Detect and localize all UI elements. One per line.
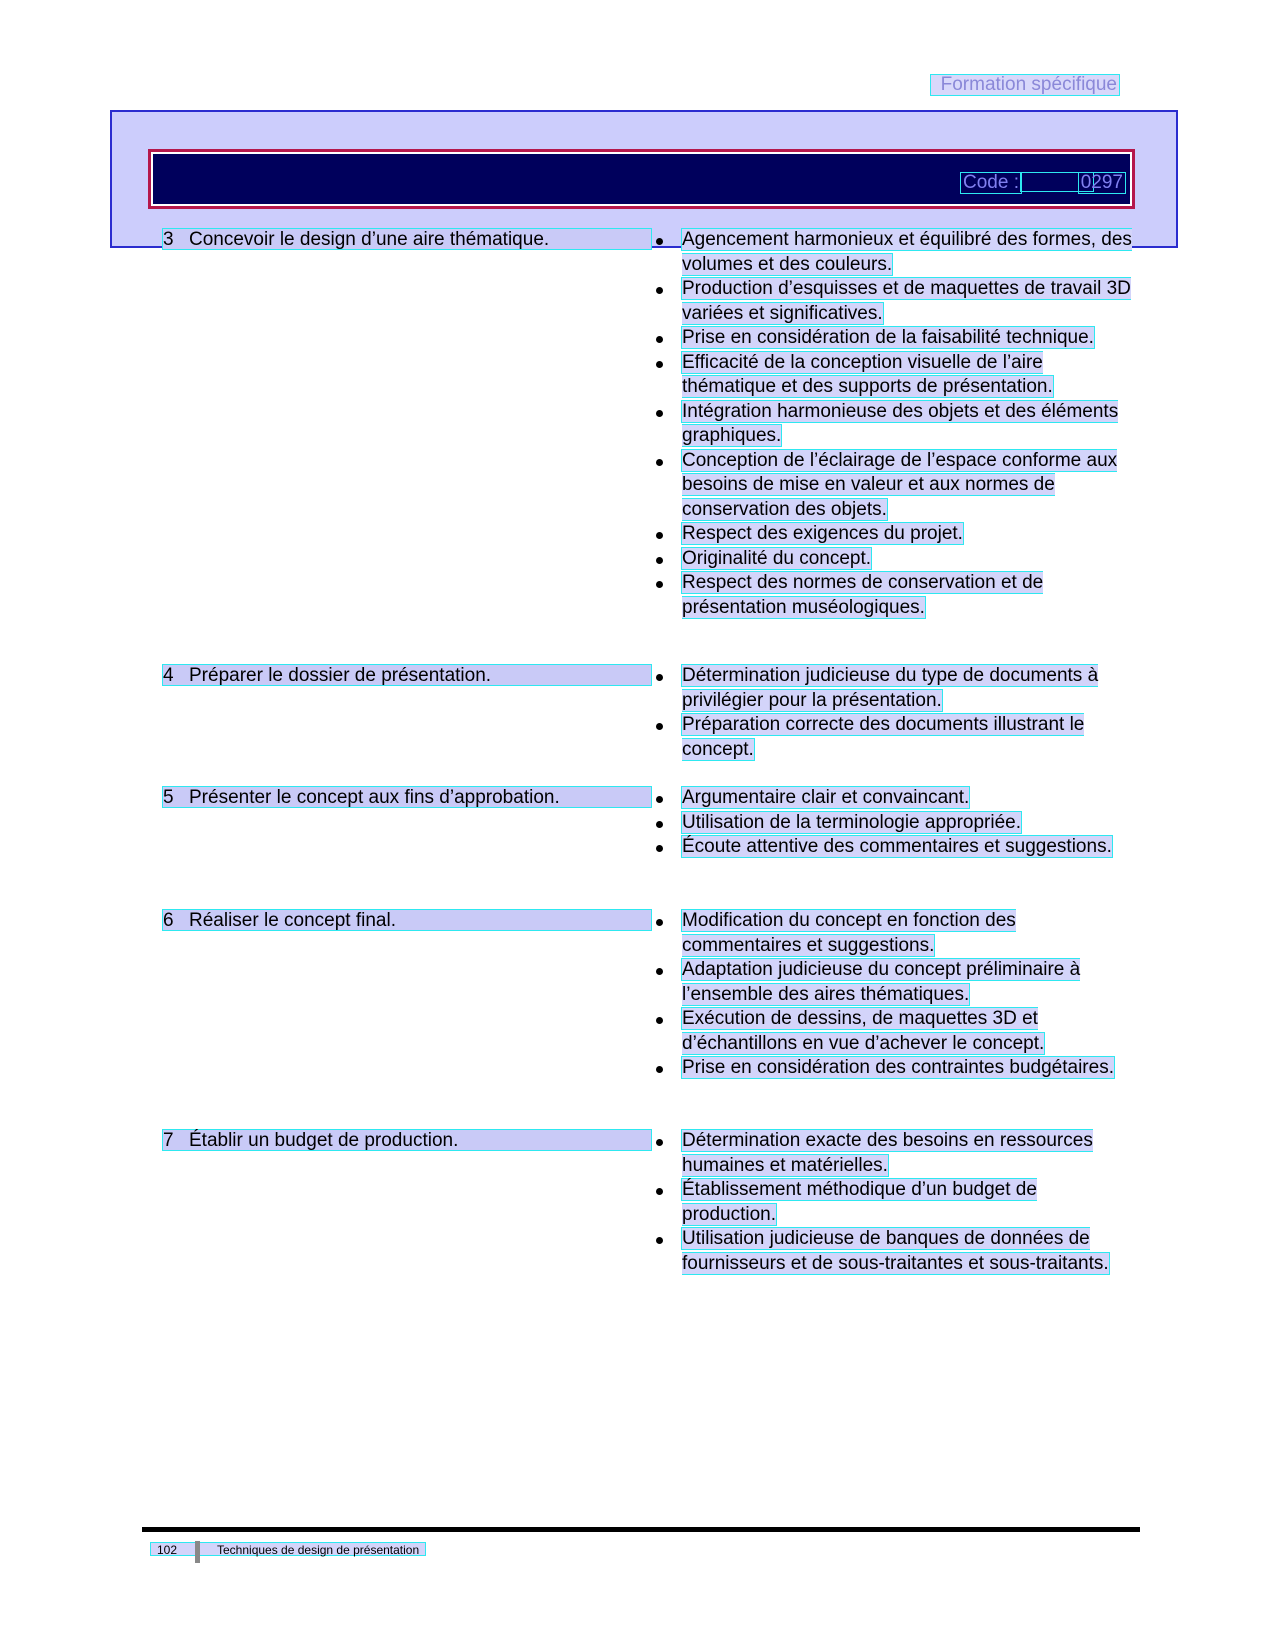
bullet-icon	[656, 361, 663, 368]
element-title-text: Préparer le dossier de présentation.	[189, 665, 492, 686]
list-item: Établissement méthodique d’un budget de production.	[656, 1178, 1132, 1227]
code-number: 0297	[1078, 172, 1126, 194]
list-item: Respect des exigences du projet.	[656, 522, 1132, 547]
list-item: Respect des normes de conservation et de présentation muséologiques.	[656, 571, 1132, 620]
element-number: 5	[163, 787, 174, 808]
list-item: Efficacité de la conception visuelle de l’aire thématique et des supports de présentation.	[656, 351, 1132, 400]
list-item: Préparation correcte des documents illustrant le concept.	[656, 713, 1132, 762]
bullet-icon	[656, 968, 663, 975]
bullet-icon	[656, 532, 663, 539]
element-title	[162, 909, 652, 931]
code-label: Code :	[960, 172, 1022, 194]
element-title-text: Établir un budget de production.	[189, 1130, 459, 1151]
criteria-list	[656, 1129, 1132, 1276]
element-number: 7	[163, 1130, 174, 1151]
bullet-icon	[656, 919, 663, 926]
bullet-icon	[656, 238, 663, 245]
page-footer	[150, 1542, 426, 1556]
list-item: Agencement harmonieux et équilibré des formes, des volumes et des couleurs.	[656, 228, 1132, 277]
page-number: 102	[157, 1543, 178, 1557]
list-item: Production d’esquisses et de maquettes de travail 3D variées et significatives.	[656, 277, 1132, 326]
list-item: Conception de l’éclairage de l’espace conforme aux besoins de mise en valeur et aux normes de conservation des objets.	[656, 449, 1132, 523]
bullet-icon	[656, 821, 663, 828]
bullet-icon	[656, 1066, 663, 1073]
bullet-icon	[656, 410, 663, 417]
element-number: 4	[163, 665, 174, 686]
list-item: Originalité du concept.	[656, 547, 1132, 572]
header-section-label: Formation spécifique	[930, 74, 1120, 96]
list-item: Intégration harmonieuse des objets et des éléments graphiques.	[656, 400, 1132, 449]
element-number: 6	[163, 910, 174, 931]
bullet-icon	[656, 796, 663, 803]
bullet-icon	[656, 1237, 663, 1244]
bullet-icon	[656, 336, 663, 343]
element-title	[162, 228, 652, 250]
list-item: Utilisation de la terminologie appropriée.	[656, 811, 1132, 836]
list-item: Argumentaire clair et convaincant.	[656, 786, 1132, 811]
bullet-icon	[656, 723, 663, 730]
list-item: Détermination judicieuse du type de documents à privilégier pour la présentation.	[656, 664, 1132, 713]
bullet-icon	[656, 459, 663, 466]
bullet-icon	[656, 581, 663, 588]
list-item: Détermination exacte des besoins en ressources humaines et matérielles.	[656, 1129, 1132, 1178]
footer-title: Techniques de design de présentation	[217, 1543, 420, 1557]
bullet-icon	[656, 1188, 663, 1195]
list-item: Adaptation judicieuse du concept préliminaire à l’ensemble des aires thématiques.	[656, 958, 1132, 1007]
list-item: Prise en considération de la faisabilité technique.	[656, 326, 1132, 351]
bullet-icon	[656, 287, 663, 294]
criteria-list	[656, 664, 1132, 762]
criteria-list	[656, 786, 1132, 860]
bullet-icon	[656, 557, 663, 564]
footer-rule	[142, 1527, 1140, 1532]
criteria-list	[656, 909, 1132, 1081]
code-bar	[148, 149, 1135, 209]
list-item: Utilisation judicieuse de banques de données de fournisseurs et de sous-traitantes et sous-traitants.	[656, 1227, 1132, 1276]
bullet-icon	[656, 674, 663, 681]
element-title-text: Réaliser le concept final.	[189, 910, 396, 931]
element-number: 3	[163, 229, 174, 250]
element-title	[162, 786, 652, 808]
element-title-text: Concevoir le design d’une aire thématique.	[189, 229, 550, 250]
list-item: Prise en considération des contraintes budgétaires.	[656, 1056, 1132, 1081]
bullet-icon	[656, 1017, 663, 1024]
list-item: Écoute attentive des commentaires et suggestions.	[656, 835, 1132, 860]
footer-separator	[195, 1541, 200, 1563]
criteria-list	[656, 228, 1132, 620]
bullet-icon	[656, 1139, 663, 1146]
list-item: Modification du concept en fonction des commentaires et suggestions.	[656, 909, 1132, 958]
element-title-text: Présenter le concept aux fins d’approbation.	[189, 787, 560, 808]
bullet-icon	[656, 845, 663, 852]
element-title	[162, 664, 652, 686]
element-title	[162, 1129, 652, 1151]
list-item: Exécution de dessins, de maquettes 3D et d’échantillons en vue d’achever le concept.	[656, 1007, 1132, 1056]
